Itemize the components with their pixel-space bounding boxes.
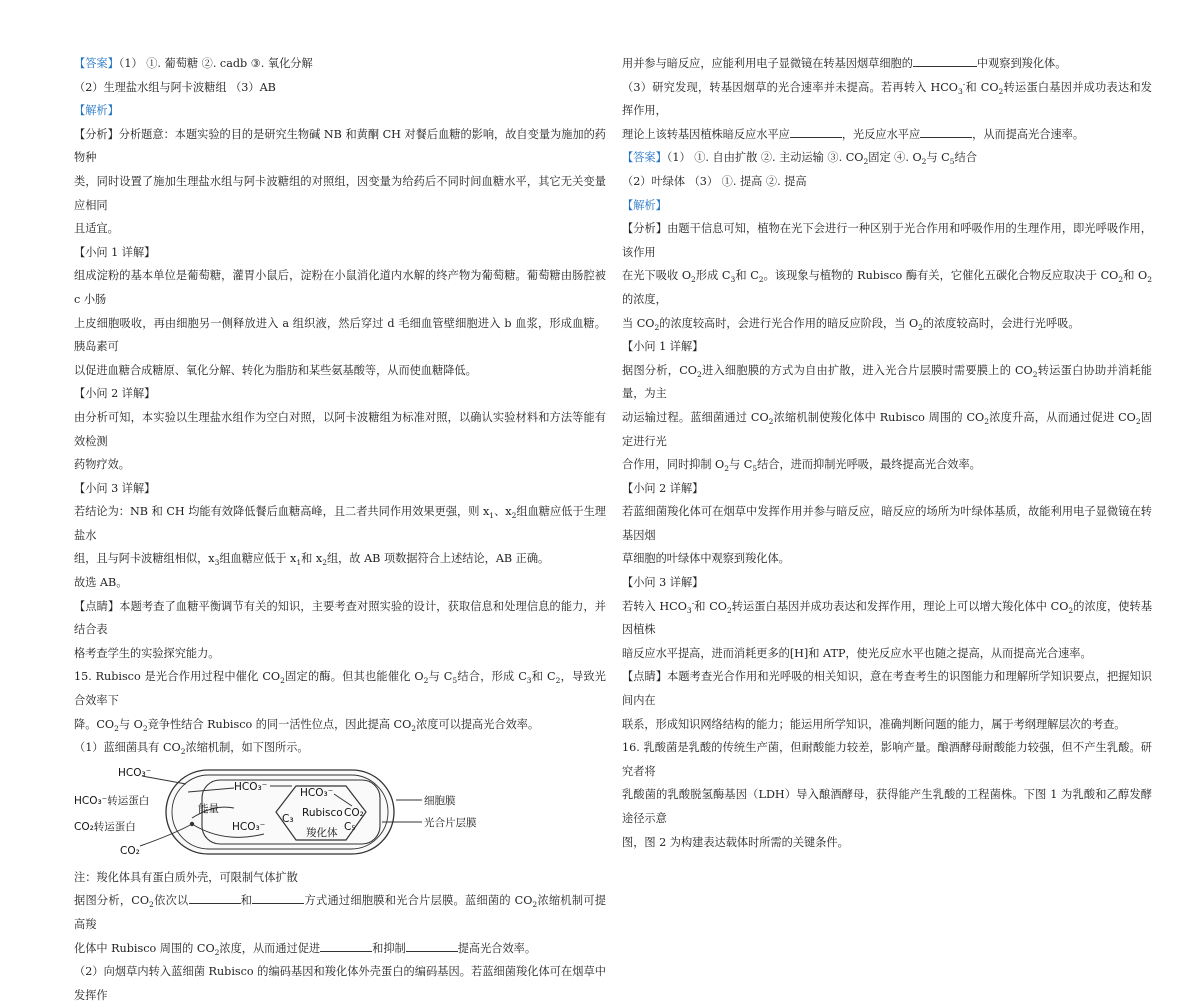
subquestion-15-1-heading: 【小问 1 详解】 — [622, 340, 704, 354]
co2-concentrating-diagram — [74, 764, 494, 860]
question-15-part-2: （2）向烟草内转入蓝细菌 Rubisco 的编码基因和羧化体外壳蛋白的编码基因。若蓝细菌羧化体可在烟草中发挥作 — [74, 965, 606, 1002]
question-15-part-3: （3）研究发现，转基因烟草的光合速率并未提高。若再转入 $HCO_3^-$和 $CO_2$转运蛋白基因并成功表达和发挥作用， 理论上该转基因植株暗反应水平应 ，光反应水平应 ，从而提高光合速率。 — [622, 78, 1152, 141]
question-15-blanks: 据图分析，$CO_2$依次以 和 方式通过细胞膜和光合片层膜。蓝细菌的 $CO_2$浓缩机制可提高羧 化体中 Rubisco 周围的 $CO_2$浓度，从而通过促进 和抑制 提高光合效率。 — [74, 894, 606, 957]
subquestion-15-3-text: 若转入 $HCO_3^-$和 $CO_2$转运蛋白基因并成功表达和发挥作用，理论上可以增大羧化体中 $CO_2$的浓度，使转基因植株 暗反应水平提高，进而消耗更多的[H]和 ATP，使光反应水平也随之提高，从而提高光合速率。 — [622, 597, 1153, 660]
analysis-label: 【解析】 — [74, 104, 119, 118]
label-rubisco: Rubisco — [302, 806, 343, 819]
diagram-note: 注：羧化体具有蛋白质外壳，可限制气体扩散 — [74, 870, 298, 884]
subquestion-3-heading: 【小问 3 详解】 — [74, 481, 156, 495]
transporter-dot — [190, 822, 194, 826]
label-co2-carrier: CO₂转运蛋白 — [74, 820, 136, 833]
analysis-15-label: 【解析】 — [622, 198, 667, 212]
subquestion-15-3-heading: 【小问 3 详解】 — [622, 576, 704, 590]
tip-paragraph: 【点睛】本题考查了血糖平衡调节有关的知识，主要考查对照实验的设计，获取信息和处理信息的能力，并结合表 格考查学生的实验探究能力。 — [74, 599, 606, 660]
label-hco3-mid: HCO₃⁻ — [234, 780, 268, 793]
label-cell-membrane: 细胞膜 — [424, 794, 456, 807]
answer-line-1: 【答案】（1） ①. 葡萄糖 ②. cadb ③. 氧化分解 — [74, 57, 313, 70]
left-column — [74, 52, 606, 1007]
question-15-part-1: （1）蓝细菌具有 $CO_2$浓缩机制，如下图所示。 — [74, 741, 309, 757]
answer-line-2: （2）生理盐水组与阿卡波糖组 （3）AB — [74, 80, 276, 94]
label-co2: CO₂ — [120, 844, 140, 857]
label-c5: C₅ — [344, 820, 356, 833]
subquestion-1-heading: 【小问 1 详解】 — [74, 245, 156, 259]
label-hco3-carrier: HCO₃⁻转运蛋白 — [74, 794, 150, 807]
subquestion-15-1-text: 据图分析，$CO_2$进入细胞膜的方式为自由扩散，进入光合片层膜时需要膜上的 $CO_2$转运蛋白协助并消耗能量，为主 动运输过程。蓝细菌通过 $CO_2$浓缩机制使羧化体中 Rubisco 周围的 $CO_2$浓度升高，从而通过促进 $CO_2$固定进行光 合作用，同时抑制 $O_2$与 $C_5$结合，进而抑制光呼吸，最终提高光合效率。 — [622, 363, 1153, 474]
label-hco3-mid-2: HCO₃⁻ — [232, 820, 266, 833]
subquestion-3-conclusion: 故选 AB。 — [74, 576, 128, 590]
diagram-svg — [74, 764, 494, 860]
answer-15: 【答案】（1） ①. 自由扩散 ②. 主动运输 ③. $CO_2$固定 ④. $O_2$与 $C_5$结合 — [622, 151, 977, 167]
answer-15-line-2: （2）叶绿体 （3） ①. 提高 ②. 提高 — [622, 174, 807, 188]
label-energy: 能量 — [198, 802, 219, 815]
subquestion-2-heading: 【小问 2 详解】 — [74, 387, 156, 401]
label-hco3-inner: HCO₃⁻ — [300, 786, 334, 799]
analysis-paragraph: 【分析】分析题意：本题实验的目的是研究生物碱 NB 和黄酮 CH 对餐后血糖的影响，故自变量为施加的药物种 类，同时设置了施加生理盐水组与阿卡波糖组的对照组，因变量为给药后不同时间血糖水平，其它无关变量应相同 且适宜。 — [74, 127, 606, 236]
subquestion-15-2-heading: 【小问 2 详解】 — [622, 481, 704, 495]
label-carboxysome: 羧化体 — [306, 826, 338, 839]
label-hco3-outer: HCO₃⁻ — [118, 766, 152, 779]
question-16-stem: 16. 乳酸菌是乳酸的传统生产菌，但耐酸能力较差，影响产量。酿酒酵母耐酸能力较强，但不产生乳酸。研究者将 乳酸菌的乳酸脱氢酶基因（LDH）导入酿酒酵母，获得能产生乳酸的工程菌株。下图 1 为乳酸和乙醇发酵途径示意 图，图 2 为构建表达载体时所需的关键条件。 — [622, 741, 1152, 849]
right-line-1: 用并参与暗反应，应能利用电子显微镜在转基因烟草细胞的 中观察到羧化体。 — [622, 57, 1067, 70]
right-column — [622, 52, 1152, 854]
subquestion-2-text: 由分析可知，本实验以生理盐水组作为空白对照，以阿卡波糖组为标准对照，以确认实验材料和方法等能有效检测 药物疗效。 — [74, 410, 606, 472]
label-c3: C₃ — [282, 812, 294, 825]
label-thylakoid: 光合片层膜 — [424, 816, 477, 829]
answer-label: 【答案】 — [74, 57, 119, 70]
tip-15: 【点睛】本题考查光合作用和光呼吸的相关知识，意在考查考生的识图能力和理解所学知识要点，把握知识间内在 联系，形成知识网络结构的能力；能运用所学知识，准确判断问题的能力，属于考纲理解层次的考查。 — [622, 670, 1152, 731]
subquestion-1-text: 组成淀粉的基本单位是葡萄糖，灌胃小鼠后，淀粉在小鼠消化道内水解的终产物为葡萄糖。葡萄糖由肠腔被 c 小肠 上皮细胞吸收，再由细胞另一侧释放进入 a 组织液，然后穿过 d 毛细血管壁细胞进入 b 血浆，形成血糖。胰岛素可 以促进血糖合成糖原、氧化分解、转化为脂肪和某些氨基酸等，从而使血糖降低。 — [74, 269, 606, 377]
label-co2-inner: CO₂ — [344, 806, 364, 819]
subquestion-3-text: 若结论为：NB 和 CH 均能有效降低餐后血糖高峰，且二者共同作用效果更强，则 $x_1$、$x_2$组血糖应低于生理盐水 组，且与阿卡波糖组相似，$x_3$组血糖应低于 $x_1$和 $x_2$组，故 AB 项数据符合上述结论，AB 正确。 — [74, 505, 606, 568]
subquestion-15-2-text: 若蓝细菌羧化体可在烟草中发挥作用并参与暗反应，暗反应的场所为叶绿体基质，故能利用电子显微镜在转基因烟 草细胞的叶绿体中观察到羧化体。 — [622, 505, 1152, 566]
question-15-stem: 15. Rubisco 是光合作用过程中催化 $CO_2$固定的酶。但其也能催化 $O_2$与 $C_5$结合，形成 $C_3$和 $C_2$，导致光合效率下 降。$CO_2$与 $O_2$竞争性结合 Rubisco 的同一活性位点，因此提高 $CO_2$浓度可以提高光合效率。 — [74, 670, 606, 733]
analysis-15: 【分析】由题干信息可知，植物在光下会进行一种区别于光合作用和呼吸作用的生理作用，即光呼吸作用，该作用 在光下吸收 $O_2$形成 $C_3$和 $C_2$。该现象与植物的 Rubisco 酶有关，它催化五碳化合物反应取决于 $CO_2$和 $O_2$的浓度， 当 $CO_2$的浓度较高时，会进行光合作用的暗反应阶段，当 $O_2$的浓度较高时，会进行光呼吸。 — [622, 222, 1153, 332]
